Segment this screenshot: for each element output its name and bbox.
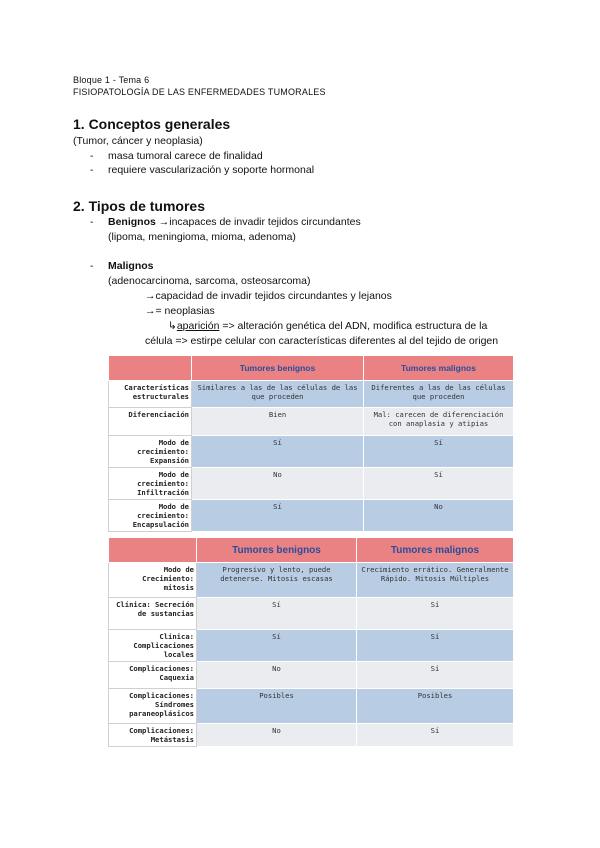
benignos-label: Benignos (108, 216, 156, 228)
section1-title: 1. Conceptos generales (73, 116, 231, 132)
malignos-arrow-neoplasias: →= neoplasias (145, 305, 215, 317)
table-cell-benign: Progresivo y lento, puede detenerse. Mitosis escasas (197, 563, 357, 598)
aparicion-text: => alteración genética del ADN, modifica estructura de la (219, 320, 488, 332)
aparicion-line (168, 320, 487, 332)
bullet-dash: - (90, 216, 94, 228)
table-row-label: Modo de crecimiento: Encapsulación (109, 500, 192, 532)
table-cell-benign: Sí (197, 598, 357, 630)
table-row-label: Modo de crecimiento: Infiltración (109, 468, 192, 500)
table1-header-empty (109, 356, 192, 381)
table-row-label: Modo de Crecimiento: mitosis (109, 563, 197, 598)
table-row-label: Diferenciación (109, 408, 192, 436)
table-cell-benign: No (197, 724, 357, 747)
table-cell-malign: Sí (357, 630, 514, 662)
comparison-table-2 (108, 537, 514, 747)
document-header-title: FISIOPATOLOGÍA DE LAS ENFERMEDADES TUMORALES (73, 87, 326, 97)
document-header-block: Bloque 1 - Tema 6 (73, 75, 150, 85)
table-row-label: Complicaciones: Caquexia (109, 662, 197, 689)
malignos-label: Malignos (108, 260, 154, 272)
table-cell-malign: Sí (357, 724, 514, 747)
table2-header-malign: Tumores malignos (357, 538, 514, 563)
benignos-line (108, 216, 361, 228)
malignos-arrow-capacity: →capacidad de invadir tejidos circundantes y lejanos (145, 290, 392, 302)
benignos-text: →incapaces de invadir tejidos circundantes (155, 216, 361, 228)
table-cell-malign: Sí (357, 662, 514, 689)
table-row-label: Complicaciones: Síndromes paraneoplásicos (109, 689, 197, 724)
benignos-examples: (lipoma, meningioma, mioma, adenoma) (108, 231, 296, 243)
table-cell-benign: Sí (192, 436, 364, 468)
bullet-dash: - (90, 164, 94, 176)
table2-header-empty (109, 538, 197, 563)
table-cell-benign: Posibles (197, 689, 357, 724)
table-cell-benign: Similares a las de las células de las que proceden (192, 381, 364, 408)
table-cell-malign: Crecimiento errático. Generalmente Rápido. Mitosis Múltiples (357, 563, 514, 598)
corner-arrow-icon: ↳ (168, 320, 177, 332)
table-cell-benign: Bien (192, 408, 364, 436)
table-cell-malign: Posibles (357, 689, 514, 724)
table1-header-benign: Tumores benignos (192, 356, 364, 381)
table-cell-benign: No (192, 468, 364, 500)
table-row-label: Clínica: Complicaciones locales (109, 630, 197, 662)
bullet-dash: - (90, 150, 94, 162)
table-row-label: Clínica: Secreción de sustancias (109, 598, 197, 630)
table2-header-benign: Tumores benignos (197, 538, 357, 563)
table-row-label: Características estructurales (109, 381, 192, 408)
table-cell-malign: Diferentes a las de las células que proceden (364, 381, 514, 408)
malignos-examples: (adenocarcinoma, sarcoma, osteosarcoma) (108, 275, 311, 287)
table-cell-benign: Sí (197, 630, 357, 662)
aparicion-text-continued: célula => estirpe celular con características diferentes al del tejido de origen (145, 335, 499, 347)
table-cell-malign: Sí (357, 598, 514, 630)
table-row-label: Complicaciones: Metástasis (109, 724, 197, 747)
comparison-table-1 (108, 355, 514, 532)
table-row-label: Modo de crecimiento: Expansión (109, 436, 192, 468)
section2-title: 2. Tipos de tumores (73, 198, 205, 214)
table-cell-benign: No (197, 662, 357, 689)
aparicion-label: aparición (176, 320, 220, 332)
section1-bullet: requiere vascularización y soporte hormonal (108, 164, 315, 176)
table-cell-malign: Sí (364, 468, 514, 500)
section1-subtitle: (Tumor, cáncer y neoplasia) (73, 135, 203, 147)
table-cell-malign: Sí (364, 436, 514, 468)
bullet-dash: - (90, 260, 94, 272)
table-cell-malign: No (364, 500, 514, 532)
section1-bullet: masa tumoral carece de finalidad (108, 150, 263, 162)
table-cell-malign: Mal: carecen de diferenciación con anaplasia y atipias (364, 408, 514, 436)
table1-header-malign: Tumores malignos (364, 356, 514, 381)
table-cell-benign: Sí (192, 500, 364, 532)
